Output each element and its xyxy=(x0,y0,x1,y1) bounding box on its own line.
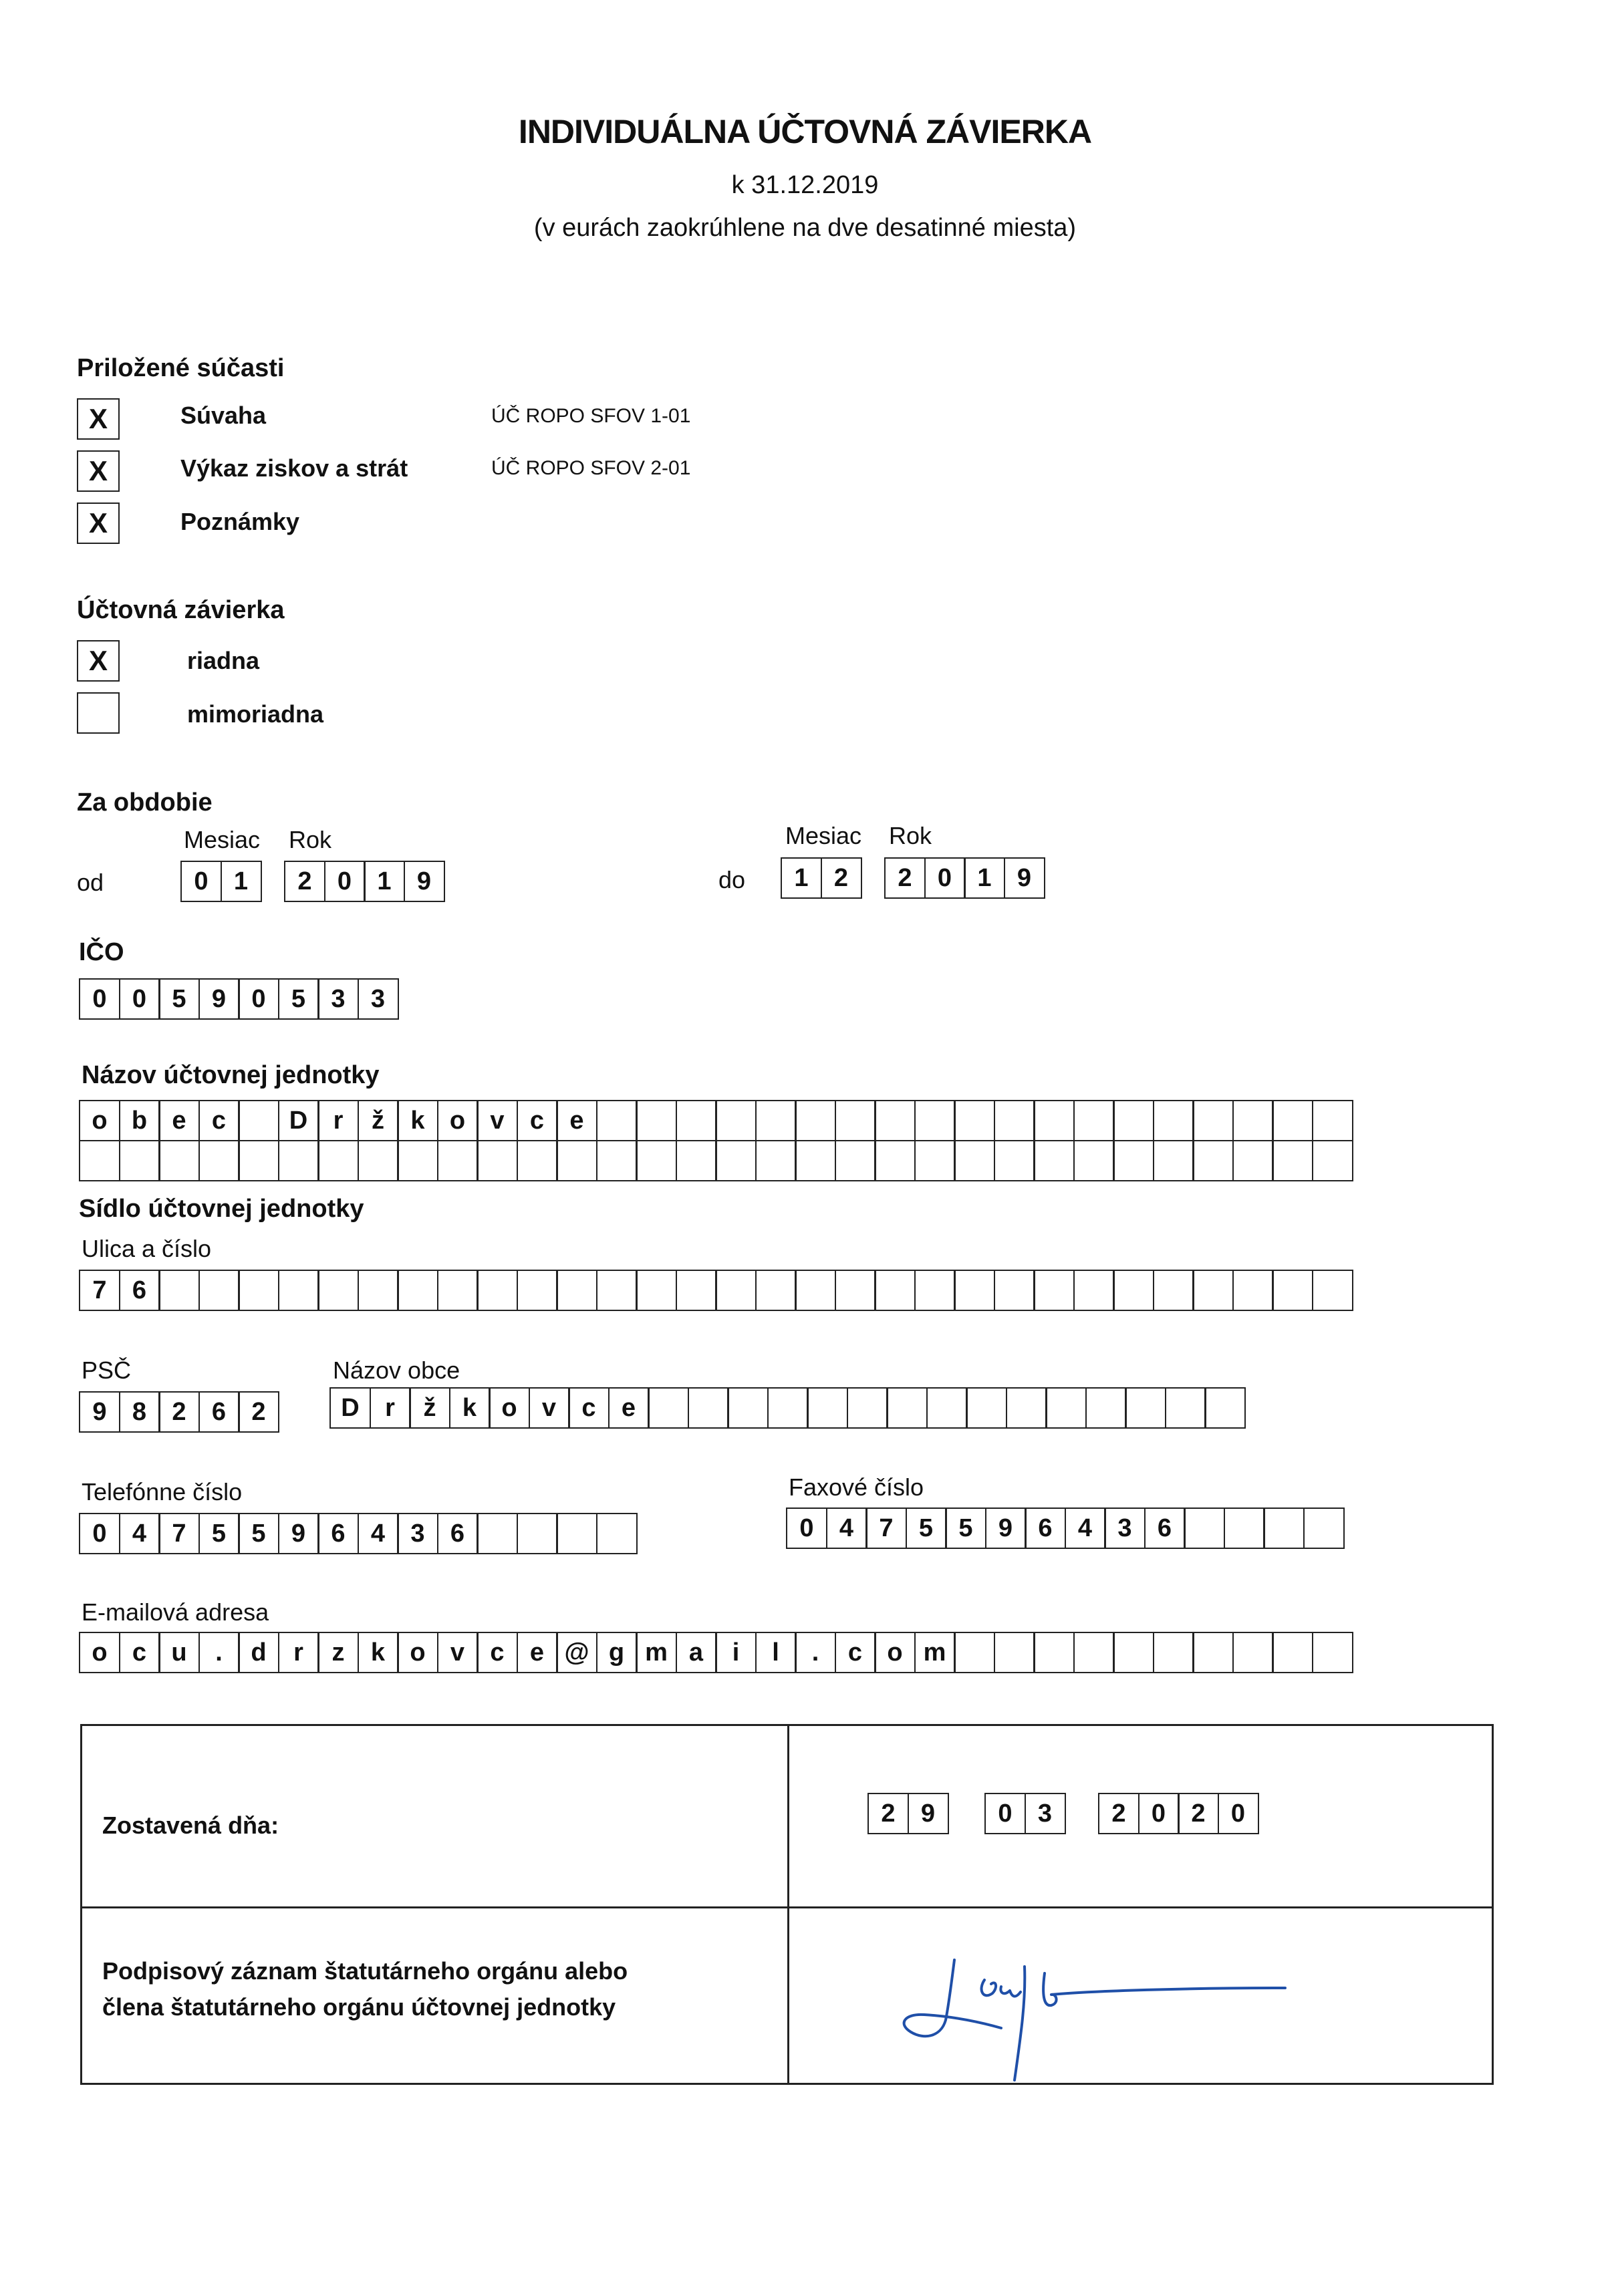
char-cell[interactable]: 3 xyxy=(1104,1508,1146,1549)
document-title: INDIVIDUÁLNA ÚČTOVNÁ ZÁVIERKA xyxy=(518,113,1092,150)
char-cell[interactable]: 4 xyxy=(1065,1508,1106,1549)
char-cell[interactable]: r xyxy=(317,1100,359,1141)
char-cell[interactable]: l xyxy=(755,1632,797,1673)
char-cell[interactable]: 7 xyxy=(158,1513,200,1554)
char-cell[interactable] xyxy=(1224,1508,1265,1549)
char-cell[interactable]: o xyxy=(489,1387,530,1429)
period-heading: Za obdobie xyxy=(77,788,213,817)
char-cell[interactable] xyxy=(954,1140,995,1181)
char-cell[interactable]: 2 xyxy=(284,861,325,902)
char-cell[interactable]: c xyxy=(198,1100,240,1141)
char-cell[interactable]: 5 xyxy=(198,1513,240,1554)
char-cell[interactable] xyxy=(715,1140,757,1181)
char-cell[interactable] xyxy=(994,1140,1035,1181)
char-cell[interactable] xyxy=(158,1140,200,1181)
signature-label-line1: Podpisový záznam štatutárneho orgánu alebo xyxy=(102,1957,628,1985)
char-cell[interactable] xyxy=(1153,1140,1194,1181)
char-cell[interactable] xyxy=(926,1387,968,1429)
char-cell[interactable] xyxy=(278,1140,319,1181)
char-cell[interactable] xyxy=(517,1513,558,1554)
char-cell[interactable] xyxy=(994,1270,1035,1311)
char-cell[interactable] xyxy=(1045,1387,1087,1429)
char-cell[interactable] xyxy=(477,1270,518,1311)
char-cell[interactable]: k xyxy=(449,1387,491,1429)
char-cell[interactable] xyxy=(1232,1632,1274,1673)
label-suvaha: Súvaha xyxy=(180,402,267,429)
char-cell[interactable]: 9 xyxy=(79,1391,120,1433)
char-cell[interactable]: . xyxy=(198,1632,240,1673)
char-cell[interactable] xyxy=(437,1270,479,1311)
char-cell[interactable]: 3 xyxy=(1025,1793,1066,1834)
char-cell[interactable]: 6 xyxy=(317,1513,359,1554)
char-cell[interactable] xyxy=(954,1100,995,1141)
char-cell[interactable] xyxy=(517,1140,558,1181)
char-cell[interactable]: 2 xyxy=(238,1391,279,1433)
char-cell[interactable] xyxy=(1153,1270,1194,1311)
char-cell[interactable]: c xyxy=(517,1100,558,1141)
char-cell[interactable]: 0 xyxy=(180,861,222,902)
char-cell[interactable]: u xyxy=(158,1632,200,1673)
char-cell[interactable]: 0 xyxy=(324,861,366,902)
char-cell[interactable] xyxy=(715,1270,757,1311)
char-cell[interactable]: e xyxy=(158,1100,200,1141)
char-cell[interactable]: ž xyxy=(409,1387,450,1429)
char-cell[interactable]: k xyxy=(358,1632,399,1673)
char-cell[interactable] xyxy=(767,1387,809,1429)
char-cell[interactable] xyxy=(914,1100,956,1141)
char-cell[interactable]: c xyxy=(568,1387,610,1429)
char-cell[interactable] xyxy=(1232,1140,1274,1181)
char-cell[interactable] xyxy=(198,1270,240,1311)
char-cell[interactable]: 7 xyxy=(865,1508,907,1549)
currency-note: (v eurách zaokrúhlene na dve desatinné miesta) xyxy=(533,214,1077,242)
char-cell[interactable]: 2 xyxy=(1098,1793,1139,1834)
char-cell[interactable] xyxy=(1272,1270,1313,1311)
char-cell[interactable] xyxy=(596,1270,638,1311)
char-cell[interactable] xyxy=(358,1270,399,1311)
ico-boxes[interactable] xyxy=(79,978,399,1020)
char-cell[interactable] xyxy=(1165,1387,1206,1429)
char-cell[interactable]: c xyxy=(477,1632,518,1673)
char-cell[interactable]: 4 xyxy=(119,1513,160,1554)
compiled-month-boxes[interactable] xyxy=(984,1793,1066,1834)
char-cell[interactable] xyxy=(1033,1632,1075,1673)
char-cell[interactable]: @ xyxy=(556,1632,597,1673)
ico-label: IČO xyxy=(79,938,124,966)
char-cell[interactable] xyxy=(755,1140,797,1181)
char-cell[interactable]: 5 xyxy=(278,978,319,1020)
char-cell[interactable] xyxy=(1184,1508,1225,1549)
char-cell[interactable]: 6 xyxy=(198,1391,240,1433)
char-cell[interactable]: 9 xyxy=(278,1513,319,1554)
from-label: od xyxy=(77,869,104,896)
char-cell[interactable] xyxy=(1312,1140,1353,1181)
char-cell[interactable]: 9 xyxy=(198,978,240,1020)
char-cell[interactable] xyxy=(1073,1100,1115,1141)
char-cell[interactable]: o xyxy=(874,1632,916,1673)
entity-name-row1[interactable] xyxy=(79,1100,1353,1141)
char-cell[interactable]: 5 xyxy=(158,978,200,1020)
to-month-boxes[interactable] xyxy=(781,857,862,899)
checkbox-riadna[interactable]: X xyxy=(77,640,120,682)
char-cell[interactable] xyxy=(636,1140,677,1181)
char-cell[interactable]: 1 xyxy=(781,857,822,899)
char-cell[interactable]: c xyxy=(835,1632,876,1673)
char-cell[interactable] xyxy=(1073,1140,1115,1181)
char-cell[interactable] xyxy=(556,1140,597,1181)
char-cell[interactable] xyxy=(198,1140,240,1181)
char-cell[interactable] xyxy=(1272,1100,1313,1141)
char-cell[interactable] xyxy=(1033,1270,1075,1311)
char-cell[interactable]: 7 xyxy=(79,1270,120,1311)
char-cell[interactable] xyxy=(278,1270,319,1311)
checkbox-poznamky[interactable]: X xyxy=(77,503,120,544)
char-cell[interactable] xyxy=(1192,1140,1234,1181)
char-cell[interactable] xyxy=(556,1513,597,1554)
char-cell[interactable] xyxy=(1113,1632,1154,1673)
char-cell[interactable]: r xyxy=(278,1632,319,1673)
char-cell[interactable]: . xyxy=(795,1632,836,1673)
char-cell[interactable] xyxy=(437,1140,479,1181)
char-cell[interactable]: b xyxy=(119,1100,160,1141)
char-cell[interactable]: 0 xyxy=(238,978,279,1020)
email-boxes[interactable] xyxy=(79,1632,1353,1673)
char-cell[interactable]: o xyxy=(79,1632,120,1673)
char-cell[interactable] xyxy=(835,1100,876,1141)
char-cell[interactable] xyxy=(119,1140,160,1181)
char-cell[interactable]: 1 xyxy=(364,861,405,902)
char-cell[interactable] xyxy=(158,1270,200,1311)
char-cell[interactable] xyxy=(1312,1100,1353,1141)
label-vykaz: Výkaz ziskov a strát xyxy=(180,454,408,482)
char-cell[interactable]: 1 xyxy=(221,861,262,902)
code-suvaha: ÚČ ROPO SFOV 1-01 xyxy=(491,405,691,427)
char-cell[interactable] xyxy=(1263,1508,1305,1549)
char-cell[interactable]: 1 xyxy=(964,857,1005,899)
signature-strokes xyxy=(904,1960,1285,2080)
char-cell[interactable]: 4 xyxy=(358,1513,399,1554)
char-cell[interactable] xyxy=(1192,1270,1234,1311)
char-cell[interactable] xyxy=(1272,1632,1313,1673)
char-cell[interactable] xyxy=(874,1100,916,1141)
char-cell[interactable]: v xyxy=(529,1387,570,1429)
town-label: Názov obce xyxy=(333,1356,460,1384)
char-cell[interactable]: r xyxy=(370,1387,411,1429)
psc-label: PSČ xyxy=(82,1356,132,1384)
char-cell[interactable]: 9 xyxy=(1004,857,1045,899)
char-cell[interactable] xyxy=(636,1270,677,1311)
char-cell[interactable] xyxy=(517,1270,558,1311)
char-cell[interactable] xyxy=(994,1100,1035,1141)
char-cell[interactable] xyxy=(1006,1387,1047,1429)
char-cell[interactable] xyxy=(1303,1508,1345,1549)
char-cell[interactable] xyxy=(648,1387,689,1429)
char-cell[interactable]: 5 xyxy=(238,1513,279,1554)
char-cell[interactable] xyxy=(397,1270,438,1311)
char-cell[interactable] xyxy=(1232,1100,1274,1141)
char-cell[interactable] xyxy=(596,1513,638,1554)
char-cell[interactable] xyxy=(676,1270,717,1311)
char-cell[interactable] xyxy=(1113,1140,1154,1181)
char-cell[interactable] xyxy=(847,1387,888,1429)
char-cell[interactable] xyxy=(1033,1140,1075,1181)
char-cell[interactable] xyxy=(1073,1632,1115,1673)
char-cell[interactable]: i xyxy=(715,1632,757,1673)
char-cell[interactable] xyxy=(874,1140,916,1181)
char-cell[interactable] xyxy=(688,1387,729,1429)
char-cell[interactable] xyxy=(874,1270,916,1311)
checkbox-suvaha[interactable]: X xyxy=(77,398,120,440)
char-cell[interactable]: 2 xyxy=(884,857,926,899)
char-cell[interactable] xyxy=(755,1100,797,1141)
char-cell[interactable] xyxy=(238,1140,279,1181)
char-cell[interactable]: 6 xyxy=(119,1270,160,1311)
char-cell[interactable] xyxy=(807,1387,848,1429)
char-cell[interactable] xyxy=(1153,1632,1194,1673)
char-cell[interactable]: 0 xyxy=(1218,1793,1259,1834)
from-year-label: Rok xyxy=(289,826,332,853)
char-cell[interactable] xyxy=(1153,1100,1194,1141)
char-cell[interactable] xyxy=(1085,1387,1127,1429)
char-cell[interactable] xyxy=(676,1140,717,1181)
reporting-date: k 31.12.2019 xyxy=(731,171,879,199)
char-cell[interactable] xyxy=(1232,1270,1274,1311)
char-cell[interactable]: 3 xyxy=(397,1513,438,1554)
char-cell[interactable]: 9 xyxy=(404,861,445,902)
char-cell[interactable] xyxy=(79,1140,120,1181)
char-cell[interactable] xyxy=(1192,1100,1234,1141)
signoff-table xyxy=(80,1724,1494,2085)
components-heading: Priložené súčasti xyxy=(77,354,285,382)
char-cell[interactable] xyxy=(914,1140,956,1181)
char-cell[interactable] xyxy=(886,1387,928,1429)
char-cell[interactable]: 9 xyxy=(908,1793,949,1834)
char-cell[interactable] xyxy=(477,1140,518,1181)
char-cell[interactable]: 0 xyxy=(924,857,966,899)
code-vykaz: ÚČ ROPO SFOV 2-01 xyxy=(491,457,691,479)
char-cell[interactable]: ž xyxy=(358,1100,399,1141)
char-cell[interactable] xyxy=(238,1100,279,1141)
char-cell[interactable] xyxy=(914,1270,956,1311)
char-cell[interactable]: 2 xyxy=(1178,1793,1219,1834)
char-cell[interactable]: v xyxy=(477,1100,518,1141)
char-cell[interactable]: 0 xyxy=(79,978,120,1020)
char-cell[interactable]: e xyxy=(517,1632,558,1673)
char-cell[interactable]: d xyxy=(238,1632,279,1673)
char-cell[interactable]: o xyxy=(397,1632,438,1673)
statement-type-heading: Účtovná závierka xyxy=(77,596,285,624)
label-poznamky: Poznámky xyxy=(180,508,300,535)
char-cell[interactable]: m xyxy=(636,1632,677,1673)
char-cell[interactable] xyxy=(727,1387,769,1429)
char-cell[interactable] xyxy=(954,1270,995,1311)
fax-boxes[interactable] xyxy=(786,1508,1345,1549)
phone-label: Telefónne číslo xyxy=(82,1478,243,1505)
compiled-year-boxes[interactable] xyxy=(1098,1793,1259,1834)
town-boxes[interactable] xyxy=(329,1387,1246,1429)
char-cell[interactable]: a xyxy=(676,1632,717,1673)
char-cell[interactable] xyxy=(1272,1140,1313,1181)
char-cell[interactable]: 6 xyxy=(1025,1508,1066,1549)
entity-name-row2[interactable] xyxy=(79,1140,1353,1181)
char-cell[interactable]: 3 xyxy=(358,978,399,1020)
char-cell[interactable]: z xyxy=(317,1632,359,1673)
fax-label: Faxové číslo xyxy=(789,1473,924,1501)
address-heading: Sídlo účtovnej jednotky xyxy=(79,1195,364,1223)
from-year-boxes[interactable] xyxy=(284,861,445,902)
char-cell[interactable] xyxy=(1312,1632,1353,1673)
street-label: Ulica a číslo xyxy=(82,1235,212,1262)
to-month-label: Mesiac xyxy=(785,822,862,849)
char-cell[interactable] xyxy=(556,1270,597,1311)
compiled-label: Zostavená dňa: xyxy=(102,1812,279,1839)
char-cell[interactable]: 3 xyxy=(317,978,359,1020)
char-cell[interactable] xyxy=(358,1140,399,1181)
char-cell[interactable]: 0 xyxy=(1138,1793,1180,1834)
char-cell[interactable]: m xyxy=(914,1632,956,1673)
char-cell[interactable]: e xyxy=(608,1387,650,1429)
char-cell[interactable] xyxy=(1113,1100,1154,1141)
char-cell[interactable]: o xyxy=(79,1100,120,1141)
char-cell[interactable] xyxy=(596,1100,638,1141)
signature-label xyxy=(102,1953,628,2025)
char-cell[interactable]: k xyxy=(397,1100,438,1141)
checkbox-mimoriadna[interactable] xyxy=(77,692,120,734)
char-cell[interactable] xyxy=(1192,1632,1234,1673)
char-cell[interactable] xyxy=(795,1100,836,1141)
char-cell[interactable] xyxy=(1204,1387,1246,1429)
char-cell[interactable]: e xyxy=(556,1100,597,1141)
to-label: do xyxy=(718,866,746,893)
char-cell[interactable]: g xyxy=(596,1632,638,1673)
signature-image xyxy=(884,1926,1299,2087)
email-label: E-mailová adresa xyxy=(82,1598,269,1626)
from-month-boxes[interactable] xyxy=(180,861,262,902)
char-cell[interactable]: c xyxy=(119,1632,160,1673)
char-cell[interactable]: 2 xyxy=(867,1793,909,1834)
char-cell[interactable] xyxy=(1113,1270,1154,1311)
char-cell[interactable] xyxy=(596,1140,638,1181)
char-cell[interactable]: D xyxy=(278,1100,319,1141)
to-year-boxes[interactable] xyxy=(884,857,1045,899)
char-cell[interactable]: v xyxy=(437,1632,479,1673)
char-cell[interactable] xyxy=(835,1270,876,1311)
char-cell[interactable] xyxy=(238,1270,279,1311)
char-cell[interactable] xyxy=(317,1270,359,1311)
psc-boxes[interactable] xyxy=(79,1391,279,1433)
char-cell[interactable]: D xyxy=(329,1387,371,1429)
char-cell[interactable] xyxy=(715,1100,757,1141)
char-cell[interactable]: 8 xyxy=(119,1391,160,1433)
char-cell[interactable] xyxy=(1312,1270,1353,1311)
char-cell[interactable] xyxy=(477,1513,518,1554)
char-cell[interactable] xyxy=(755,1270,797,1311)
char-cell[interactable]: 2 xyxy=(158,1391,200,1433)
char-cell[interactable] xyxy=(966,1387,1007,1429)
char-cell[interactable] xyxy=(317,1140,359,1181)
char-cell[interactable] xyxy=(954,1632,995,1673)
char-cell[interactable]: 0 xyxy=(786,1508,827,1549)
street-boxes[interactable] xyxy=(79,1270,1353,1311)
char-cell[interactable]: 6 xyxy=(437,1513,479,1554)
char-cell[interactable] xyxy=(397,1140,438,1181)
char-cell[interactable]: 0 xyxy=(79,1513,120,1554)
char-cell[interactable]: 0 xyxy=(119,978,160,1020)
char-cell[interactable]: 2 xyxy=(821,857,862,899)
char-cell[interactable]: 5 xyxy=(906,1508,947,1549)
char-cell[interactable] xyxy=(1125,1387,1166,1429)
char-cell[interactable]: 9 xyxy=(985,1508,1027,1549)
label-riadna: riadna xyxy=(187,647,260,674)
char-cell[interactable]: 0 xyxy=(984,1793,1026,1834)
checkbox-vykaz[interactable]: X xyxy=(77,450,120,492)
char-cell[interactable]: o xyxy=(437,1100,479,1141)
char-cell[interactable] xyxy=(1073,1270,1115,1311)
entity-name-label: Názov účtovnej jednotky xyxy=(82,1061,380,1089)
phone-boxes[interactable] xyxy=(79,1513,638,1554)
char-cell[interactable] xyxy=(636,1100,677,1141)
char-cell[interactable] xyxy=(994,1632,1035,1673)
label-mimoriadna: mimoriadna xyxy=(187,700,324,728)
char-cell[interactable] xyxy=(795,1270,836,1311)
char-cell[interactable] xyxy=(835,1140,876,1181)
from-month-label: Mesiac xyxy=(184,826,261,853)
char-cell[interactable] xyxy=(676,1100,717,1141)
signature-label-line2: člena štatutárneho orgánu účtovnej jednotky xyxy=(102,1993,616,2021)
char-cell[interactable]: 6 xyxy=(1144,1508,1186,1549)
compiled-day-boxes[interactable] xyxy=(867,1793,949,1834)
char-cell[interactable]: 5 xyxy=(945,1508,986,1549)
char-cell[interactable]: 4 xyxy=(826,1508,867,1549)
to-year-label: Rok xyxy=(889,822,932,849)
char-cell[interactable] xyxy=(795,1140,836,1181)
char-cell[interactable] xyxy=(1033,1100,1075,1141)
